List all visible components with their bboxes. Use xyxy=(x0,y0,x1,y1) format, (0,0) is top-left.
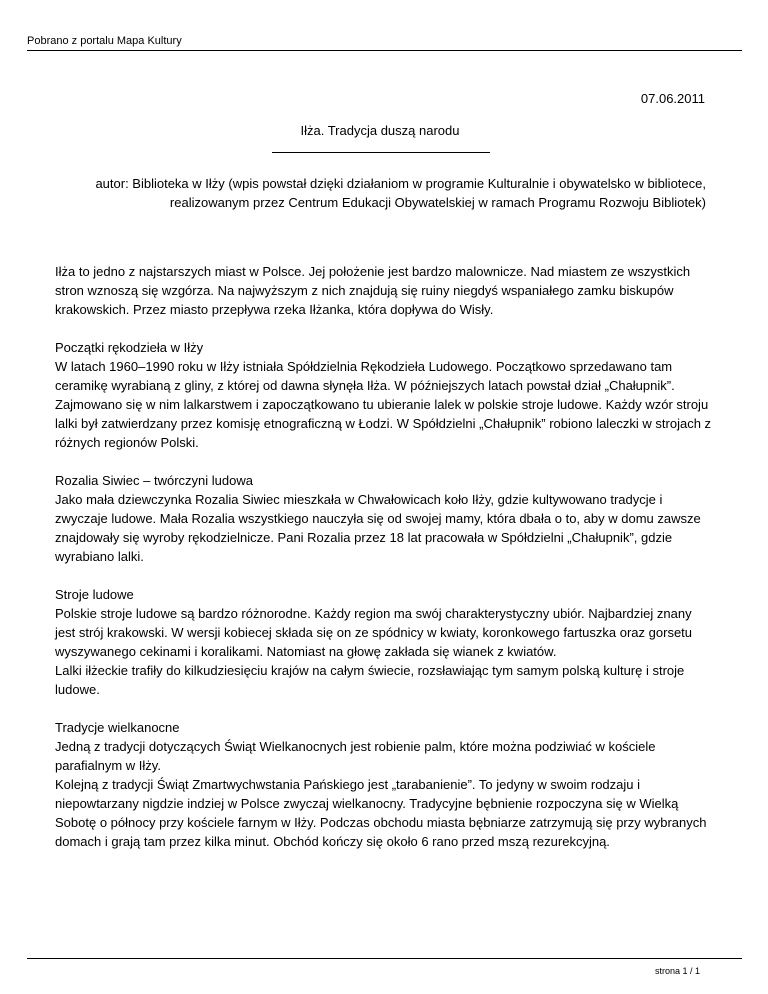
section-easter-traditions xyxy=(55,718,715,851)
section-folk-costumes xyxy=(55,585,715,699)
footer-divider xyxy=(27,958,742,959)
title-underline xyxy=(272,152,490,153)
article-body xyxy=(55,262,715,870)
portal-source-header: Pobrano z portalu Mapa Kultury xyxy=(27,35,182,47)
section-heading: Początki rękodzieła w Iłży xyxy=(55,340,204,355)
section-text: W latach 1960–1990 roku w Iłży istniała Spółdzielnia Rękodzieła Ludowego. Początkowo sprzedawano tam ceramikę wyrabianą z gliny, z której od dawna słynęła Iłża. W późniejszych latach powstał dział „Chałupnik”. Zajmowano się w nim lalkarstwem i zapoczątkowano tu ubieranie lalek w polskie stroje ludowe. Każdy wzór stroju lalki był zatwierdzany przez komisję etnograficzną w Łodzi. W Spółdzielni „Chałupnik” robiono laleczki w strojach z różnych regionów Polski. xyxy=(55,359,712,450)
intro-paragraph: Iłża to jedno z najstarszych miast w Polsce. Jej położenie jest bardzo malownicze. Nad miastem ze wszystkich stron wznoszą się wzgórza. Na najwyższym z nich znajdują się ruiny niegdyś wspaniałego zamku biskupów krakowskich. Przez miasto przepływa rzeka Iłżanka, która dopływa do Wisły. xyxy=(55,264,691,317)
publication-date: 07.06.2011 xyxy=(640,91,705,106)
section-heading: Stroje ludowe xyxy=(55,587,134,602)
section-handicraft xyxy=(55,338,715,452)
section-text: Lalki iłżeckie trafiły do kilkudziesięciu krajów na całym świecie, rozsławiając tym samym polską kulturę i stroje ludowe. xyxy=(55,663,685,697)
section-text: Kolejną z tradycji Świąt Zmartwychwstania Pańskiego jest „tarabanienie”. To jedyny w swoim rodzaju i niepowtarzany nigdzie indziej w Polsce zwyczaj wielkanocny. Tradycyjne bębnienie rozpoczyna się w Wielką Sobotę o północy przy kościele farnym w Iłży. Podczas obchodu miasta bębniarze zatrzymują się przy wybranych domach i grają tam przez kilka minut. Obchód kończy się około 6 rano przed mszą rezurekcyjną. xyxy=(55,777,707,849)
section-heading: Rozalia Siwiec – twórczyni ludowa xyxy=(55,473,253,488)
section-text: Jako mała dziewczynka Rozalia Siwiec mieszkała w Chwałowicach koło Iłży, gdzie kultywowano tradycje i zwyczaje ludowe. Mała Rozalia wszystkiego nauczyła się od swojej mamy, która dbała o to, aby w domu zawsze znajdowały się wyroby rękodzielnicze. Pani Rozalia przez 18 lat pracowała w Spółdzielni „Chałupnik”, gdzie wyrabiano lalki. xyxy=(55,492,701,564)
article-title: Iłża. Tradycja duszą narodu xyxy=(300,123,460,138)
section-heading: Tradycje wielkanocne xyxy=(55,720,180,735)
header-divider xyxy=(27,50,742,51)
section-rozalia-siwiec xyxy=(55,471,715,566)
page-number: strona 1 / 1 xyxy=(654,966,700,976)
section-text: Polskie stroje ludowe są bardzo różnorodne. Każdy region ma swój charakterystyczny ubiór. Najbardziej znany jest strój krakowski. W wersji kobiecej składa się on ze spódnicy w kwiaty, koronkowego fartuszka oraz gorsetu wyszywanego cekinami i koralikami. Natomiast na głowę zakłada się wianek z kwiatów. xyxy=(55,606,693,659)
section-text: Jedną z tradycji dotyczących Świąt Wielkanocnych jest robienie palm, które można podziwiać w kościele parafialnym w Iłży. xyxy=(55,739,656,773)
author-note: autor: Biblioteka w Iłży (wpis powstał dzięki działaniom w programie Kulturalnie i obywatelsko w bibliotece, realizowanym przez Centrum Edukacji Obywatelskiej w ramach Programu Rozwoju Bibliotek) xyxy=(95,176,706,210)
